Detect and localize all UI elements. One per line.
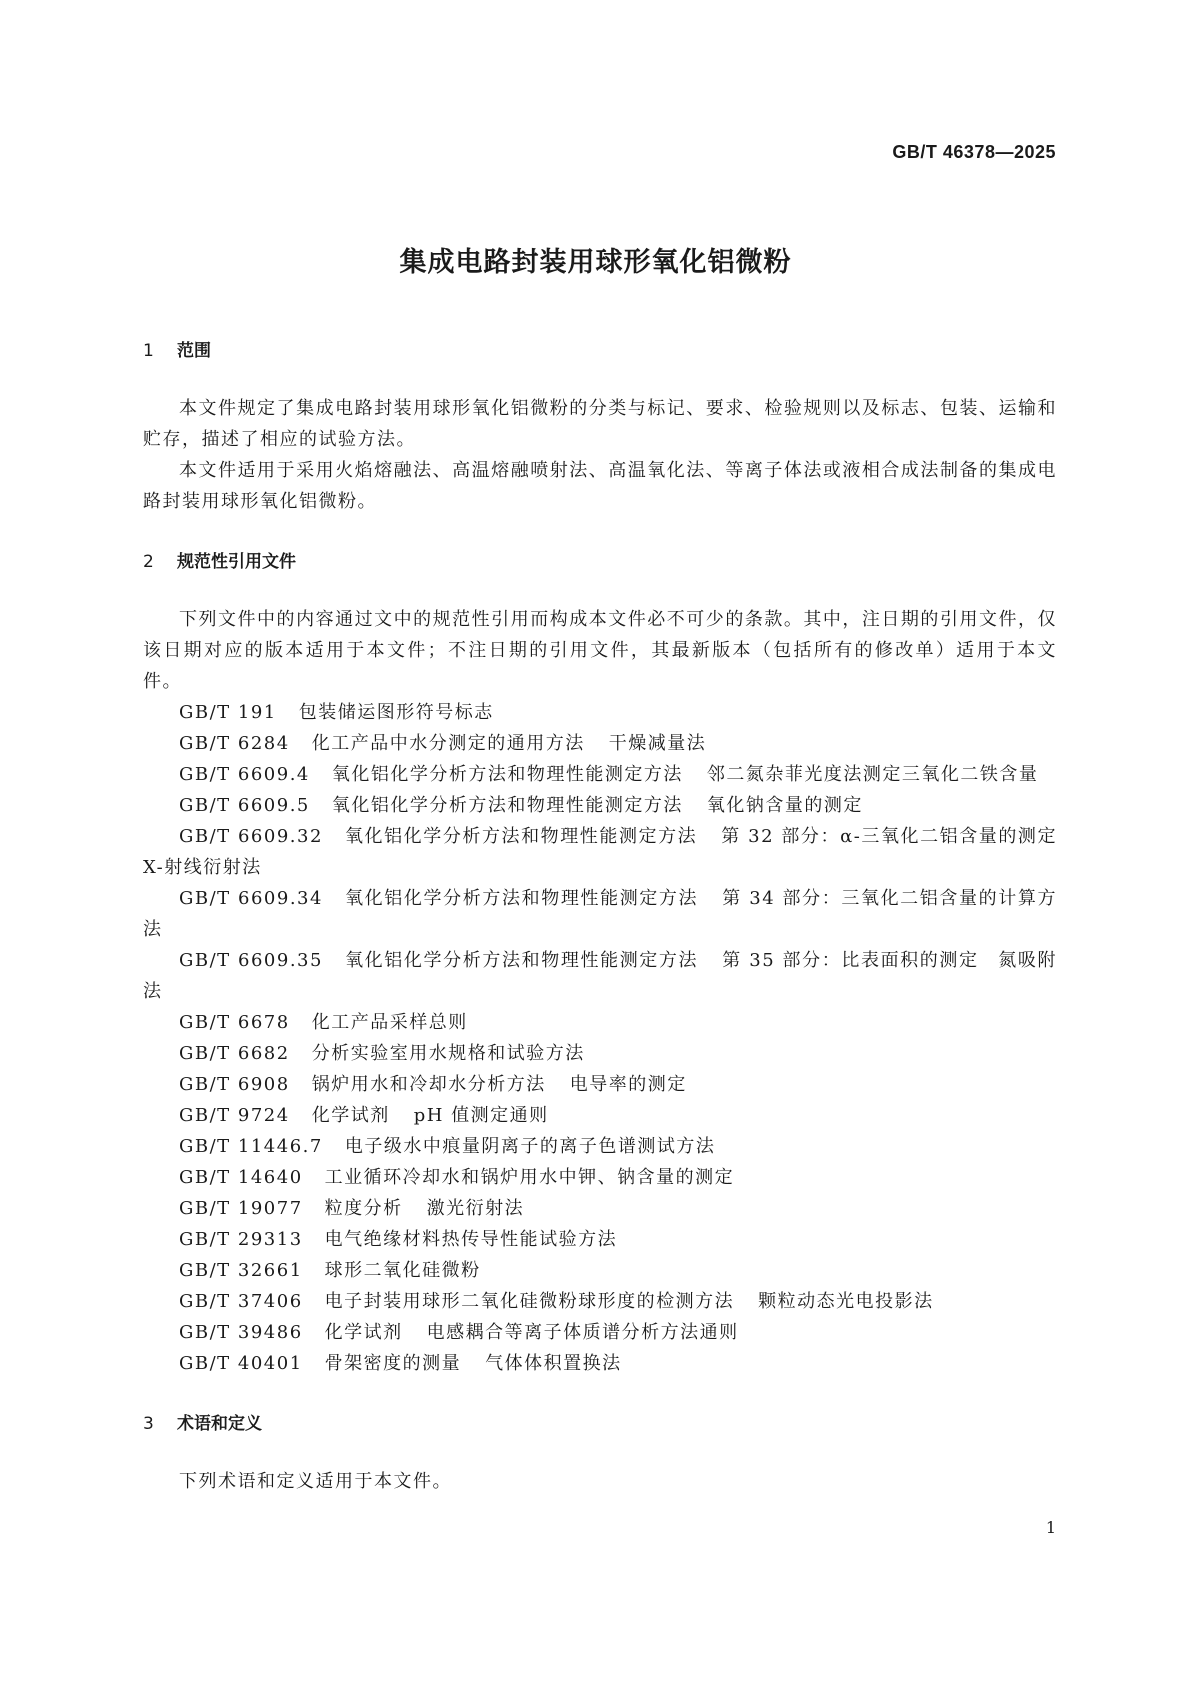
reference-title: 化工产品采样总则 (311, 1012, 468, 1033)
reference-subtitle: 电导率的测定 (569, 1074, 687, 1095)
reference-title: 化学试剂 (311, 1105, 390, 1126)
reference-item (143, 1255, 1057, 1286)
section-number: 3 (143, 1414, 154, 1434)
reference-title: 粒度分析 (324, 1198, 403, 1219)
reference-item (143, 759, 1057, 790)
reference-title: 氧化铝化学分析方法和物理性能测定方法 (344, 826, 698, 847)
reference-title: 氧化铝化学分析方法和物理性能测定方法 (331, 795, 683, 816)
reference-item (143, 697, 1057, 728)
reference-item (143, 1069, 1057, 1100)
reference-item (143, 1348, 1057, 1379)
reference-item (143, 1317, 1057, 1348)
reference-title: 氧化铝化学分析方法和物理性能测定方法 (344, 888, 699, 909)
reference-code: GB/T 6609.34 (179, 888, 323, 909)
reference-title: 电子级水中痕量阴离子的离子色谱测试方法 (344, 1136, 716, 1157)
reference-title: 分析实验室用水规格和试验方法 (311, 1043, 585, 1064)
reference-title: 化工产品中水分测定的通用方法 (311, 733, 585, 754)
reference-subtitle: 电感耦合等离子体质谱分析方法通则 (426, 1322, 739, 1343)
section-title: 术语和定义 (177, 1414, 262, 1434)
paragraph: 本文件规定了集成电路封装用球形氧化铝微粉的分类与标记、要求、检验规则以及标志、包装、运输和贮存，描述了相应的试验方法。 (143, 398, 1057, 450)
reference-title: 电子封装用球形二氧化硅微粉球形度的检测方法 (324, 1291, 735, 1312)
reference-subtitle: 第 35 部分：比表面积的测定 氮吸附法 (143, 950, 1057, 1002)
reference-item (143, 821, 1057, 883)
standard-number: GB/T 46378—2025 (892, 142, 1056, 162)
reference-item (143, 1193, 1057, 1224)
reference-subtitle: 气体体积置换法 (485, 1353, 622, 1374)
reference-subtitle: 邻二氮杂菲光度法测定三氧化二铁含量 (706, 764, 1039, 785)
section-number: 1 (143, 341, 154, 361)
reference-subtitle: 第 34 部分：三氧化二铝含量的计算方法 (143, 888, 1057, 940)
reference-item (143, 1131, 1057, 1162)
reference-code: GB/T 11446.7 (179, 1136, 323, 1157)
reference-code: GB/T 6609.32 (179, 826, 323, 847)
reference-subtitle: 颗粒动态光电投影法 (758, 1291, 934, 1312)
reference-code: GB/T 14640 (179, 1167, 303, 1188)
paragraph: 下列术语和定义适用于本文件。 (179, 1471, 452, 1492)
section-title: 范围 (177, 341, 211, 361)
section-number: 2 (143, 552, 154, 572)
reference-code: GB/T 9724 (179, 1105, 290, 1126)
reference-code: GB/T 32661 (179, 1260, 303, 1281)
reference-title: 球形二氧化硅微粉 (324, 1260, 481, 1281)
section-2-heading (143, 547, 1057, 578)
reference-item (143, 1162, 1057, 1193)
reference-code: GB/T 6908 (179, 1074, 290, 1095)
reference-title: 骨架密度的测量 (324, 1353, 462, 1374)
reference-item (143, 1038, 1057, 1069)
reference-title: 氧化铝化学分析方法和物理性能测定方法 (344, 950, 699, 971)
reference-code: GB/T 6682 (179, 1043, 290, 1064)
reference-item (143, 728, 1057, 759)
reference-subtitle: 第 32 部分：α-三氧化二铝含量的测定 X-射线衍射法 (143, 826, 1057, 878)
reference-subtitle: 氧化钠含量的测定 (706, 795, 863, 816)
reference-code: GB/T 6678 (179, 1012, 290, 1033)
reference-code: GB/T 6609.5 (179, 795, 310, 816)
reference-item (143, 1007, 1057, 1038)
document-title: 集成电路封装用球形氧化铝微粉 (399, 247, 792, 278)
reference-item (143, 1286, 1057, 1317)
reference-item (143, 790, 1057, 821)
paragraph: 下列文件中的内容通过文中的规范性引用而构成本文件必不可少的条款。其中，注日期的引用文件，仅该日期对应的版本适用于本文件；不注日期的引用文件，其最新版本（包括所有的修改单）适用于本文件。 (143, 609, 1057, 692)
reference-code: GB/T 6284 (179, 733, 290, 754)
reference-title: 锅炉用水和冷却水分析方法 (311, 1074, 546, 1095)
reference-subtitle: 激光衍射法 (426, 1198, 525, 1219)
reference-code: GB/T 39486 (179, 1322, 303, 1343)
reference-item (143, 883, 1057, 945)
reference-title: 化学试剂 (324, 1322, 403, 1343)
reference-title: 工业循环冷却水和锅炉用水中钾、钠含量的测定 (324, 1167, 735, 1188)
reference-list (143, 697, 1057, 1379)
reference-code: GB/T 6609.4 (179, 764, 310, 785)
paragraph: 本文件适用于采用火焰熔融法、高温熔融喷射法、高温氧化法、等离子体法或液相合成法制备的集成电路封装用球形氧化铝微粉。 (143, 460, 1057, 512)
reference-item (143, 945, 1057, 1007)
reference-code: GB/T 37406 (179, 1291, 303, 1312)
section-3-heading (143, 1409, 1057, 1440)
page-number: 1 (1045, 1518, 1056, 1537)
document-body (143, 336, 1057, 1497)
reference-title: 氧化铝化学分析方法和物理性能测定方法 (331, 764, 683, 785)
section-title: 规范性引用文件 (177, 552, 296, 572)
reference-code: GB/T 40401 (179, 1353, 303, 1374)
reference-item (143, 1100, 1057, 1131)
reference-item (143, 1224, 1057, 1255)
reference-code: GB/T 19077 (179, 1198, 303, 1219)
reference-code: GB/T 6609.35 (179, 950, 323, 971)
reference-code: GB/T 191 (179, 702, 277, 723)
section-1-heading (143, 336, 1057, 367)
reference-title: 包装储运图形符号标志 (298, 702, 494, 723)
reference-title: 电气绝缘材料热传导性能试验方法 (324, 1229, 618, 1250)
reference-code: GB/T 29313 (179, 1229, 303, 1250)
reference-subtitle: pH 值测定通则 (413, 1105, 549, 1126)
reference-subtitle: 干燥减量法 (608, 733, 707, 754)
